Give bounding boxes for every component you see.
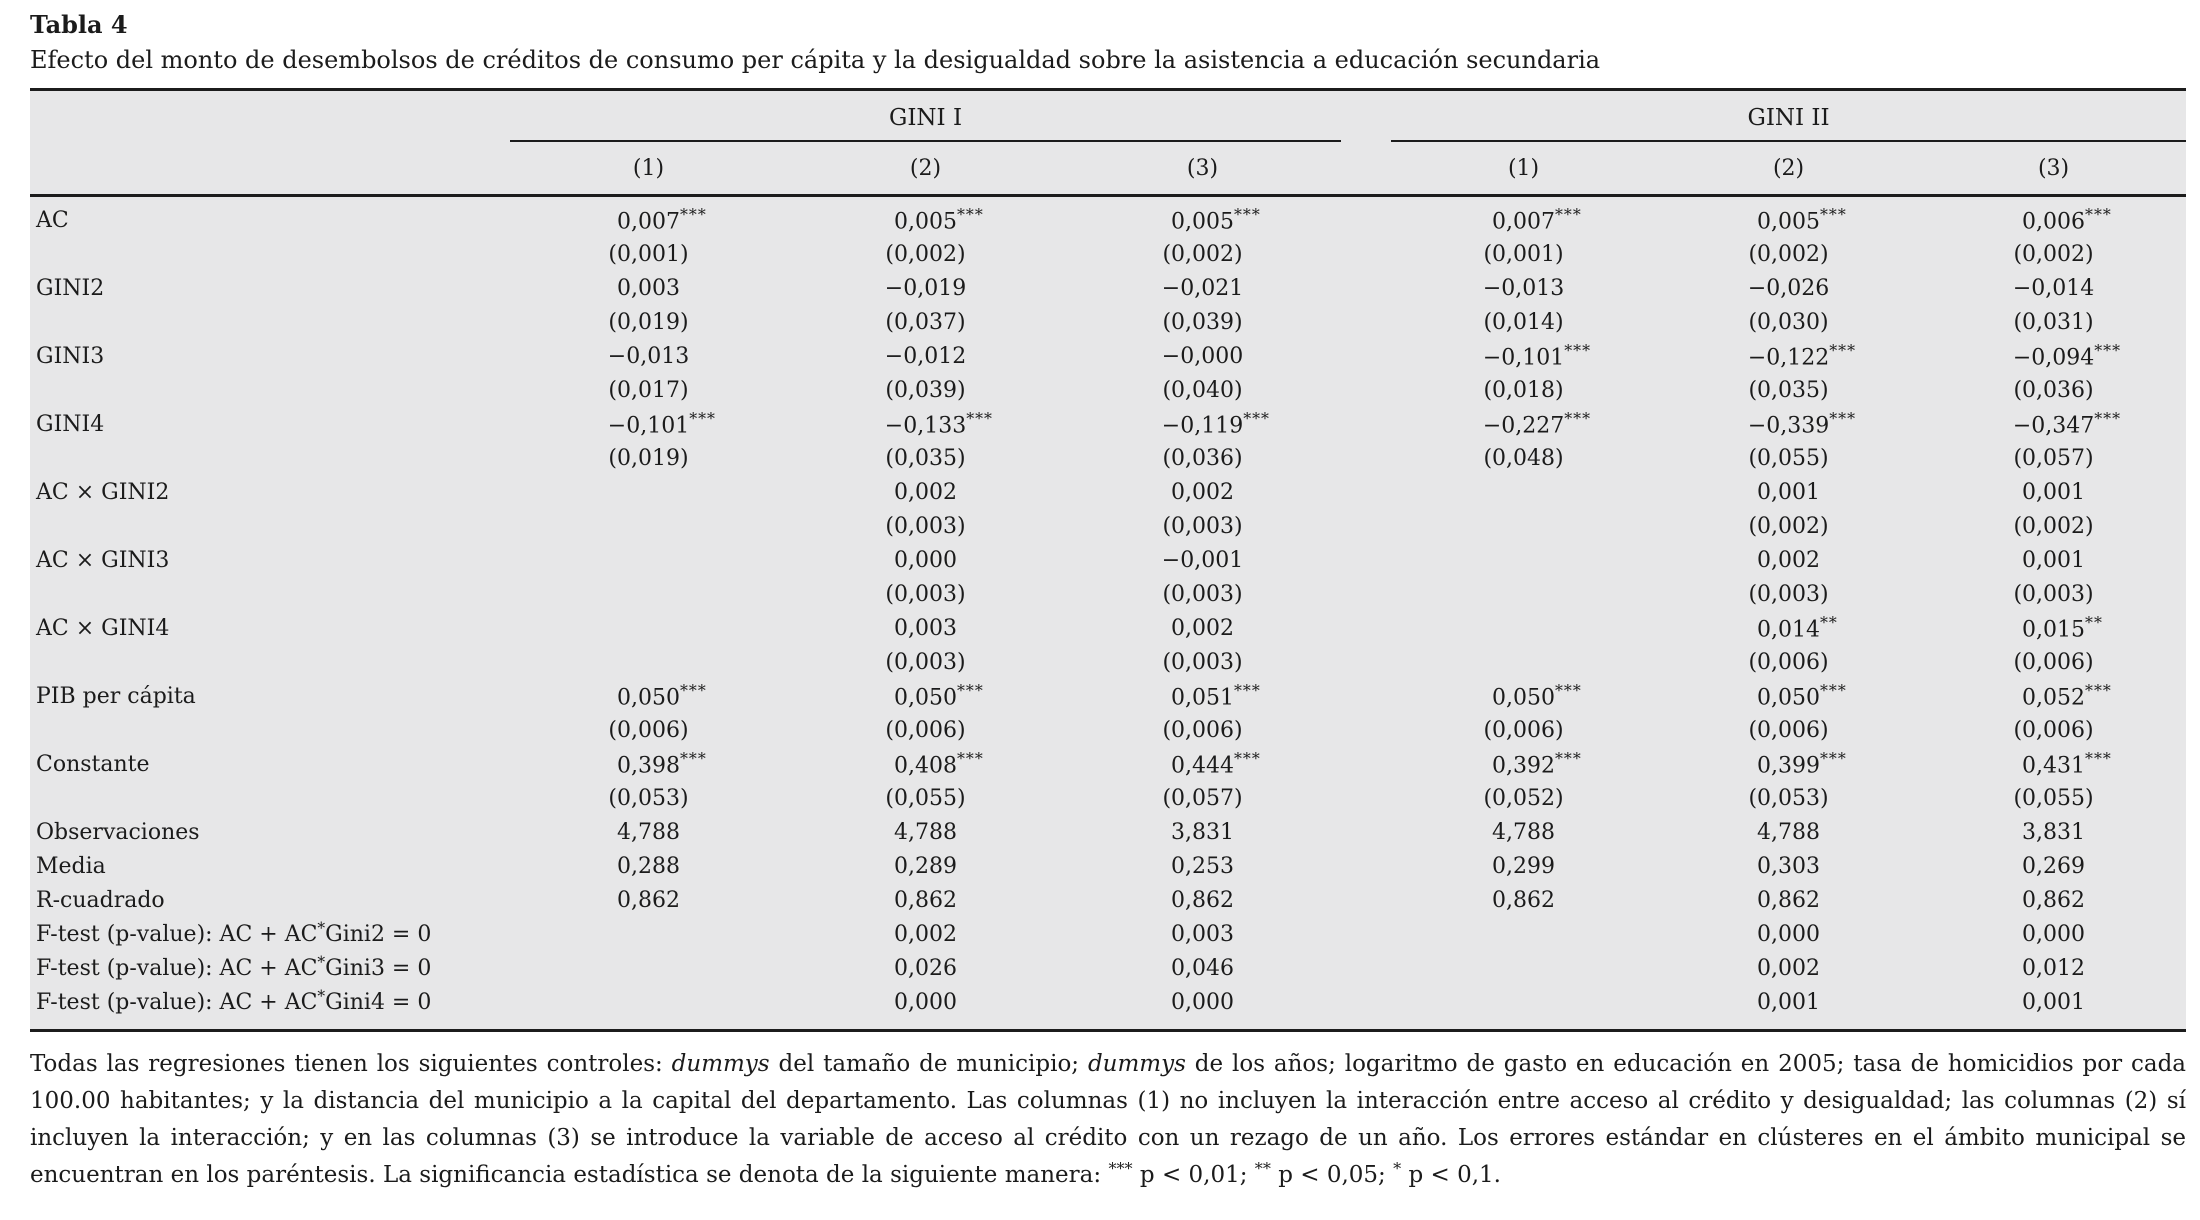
value-cell: (0,018) — [1483, 377, 1564, 403]
significance-asterisk: * — [317, 952, 326, 971]
value-cell: 0,002 — [894, 479, 957, 505]
value-cell: (0,052) — [1483, 785, 1564, 811]
column-gap — [1341, 713, 1391, 747]
value-cell: 0,862 — [894, 887, 957, 913]
value-cell: 4,788 — [1492, 819, 1556, 845]
table-row — [30, 196, 2186, 238]
column-gap — [1341, 849, 1391, 883]
regression-table — [30, 88, 2186, 1032]
value-cell: −0,347*** — [2012, 409, 2121, 439]
significance-asterisk: * — [317, 986, 326, 1005]
value-cell: (0,002) — [1748, 241, 1829, 267]
value-cell: 0,253 — [1171, 853, 1234, 879]
value-cell: (0,002) — [1748, 513, 1829, 539]
value-cell — [1391, 577, 1656, 611]
value-cell: (0,040) — [1162, 377, 1243, 403]
value-cell: 0,431*** — [2022, 749, 2112, 779]
value-cell: −0,101*** — [607, 409, 716, 439]
value-cell: (0,006) — [608, 717, 689, 743]
row-label — [30, 373, 510, 407]
value-cell: 0,398*** — [617, 749, 707, 779]
value-cell: 0,000 — [894, 989, 957, 1015]
value-cell: (0,003) — [2013, 581, 2094, 607]
value-cell: 4,788 — [1757, 819, 1821, 845]
column-gap — [1341, 407, 1391, 441]
table-row — [30, 577, 2186, 611]
value-cell: 0,005*** — [1171, 205, 1261, 235]
value-cell: 0,005*** — [1757, 205, 1847, 235]
value-cell: (0,002) — [2013, 241, 2094, 267]
value-cell — [1391, 543, 1656, 577]
value-cell: 0,026 — [894, 955, 957, 981]
value-cell: −0,001 — [1161, 547, 1244, 573]
value-cell: 0,392*** — [1492, 749, 1582, 779]
value-cell: (0,048) — [1483, 445, 1564, 471]
value-cell: (0,006) — [2013, 649, 2094, 675]
value-cell: (0,014) — [1483, 309, 1564, 335]
row-label: GINI4 — [36, 411, 105, 437]
value-cell: (0,006) — [1483, 717, 1564, 743]
value-cell — [510, 577, 787, 611]
label-column-header — [30, 90, 510, 142]
value-cell: 0,051*** — [1171, 681, 1261, 711]
row-label: Constante — [36, 751, 150, 777]
value-cell: (0,055) — [885, 785, 966, 811]
value-cell: −0,094*** — [2012, 341, 2121, 371]
row-label: Media — [36, 853, 106, 879]
table-row — [30, 917, 2186, 951]
column-gap — [1341, 985, 1391, 1031]
value-cell: 0,444*** — [1171, 749, 1261, 779]
significance-asterisk: * — [1393, 1158, 1402, 1178]
value-cell — [1391, 645, 1656, 679]
value-cell: −0,019 — [884, 275, 967, 301]
row-label — [30, 237, 510, 271]
row-label — [30, 509, 510, 543]
table-row — [30, 237, 2186, 271]
column-gap — [1341, 441, 1391, 475]
value-cell — [1391, 985, 1656, 1031]
column-gap — [1341, 339, 1391, 373]
value-cell — [1391, 509, 1656, 543]
table-row — [30, 543, 2186, 577]
value-cell: (0,039) — [1162, 309, 1243, 335]
column-gap — [1341, 90, 1391, 142]
column-gap — [1341, 305, 1391, 339]
value-cell — [510, 611, 787, 645]
column-gap — [1341, 645, 1391, 679]
value-cell: 0,408*** — [894, 749, 984, 779]
table-caption: Efecto del monto de desembolsos de créditos de consumo per cápita y la desigualdad sobre la asistencia a educación secundaria — [30, 46, 1601, 74]
table-row — [30, 849, 2186, 883]
row-label: AC × GINI3 — [36, 547, 170, 573]
value-cell: −0,133*** — [884, 409, 993, 439]
value-cell: (0,001) — [1483, 241, 1564, 267]
value-cell: 0,001 — [1757, 989, 1821, 1015]
value-cell: 3,831 — [2022, 819, 2086, 845]
value-cell: 0,001 — [2022, 989, 2086, 1015]
table-row — [30, 747, 2186, 781]
row-label: R-cuadrado — [36, 887, 165, 913]
value-cell: 0,399*** — [1757, 749, 1847, 779]
column-header-row — [30, 141, 2186, 196]
value-cell: 0,001 — [2022, 547, 2086, 573]
table-row — [30, 407, 2186, 441]
column-gap — [1341, 196, 1391, 238]
value-cell: (0,003) — [885, 581, 966, 607]
value-cell: (0,055) — [2013, 785, 2094, 811]
value-cell — [1391, 917, 1656, 951]
value-cell: 0,862 — [617, 887, 680, 913]
value-cell: 0,000 — [1171, 989, 1234, 1015]
value-cell: 0,050*** — [894, 681, 984, 711]
value-cell: −0,013 — [1482, 275, 1565, 301]
value-cell — [510, 509, 787, 543]
value-cell: (0,036) — [2013, 377, 2094, 403]
value-cell: (0,003) — [885, 649, 966, 675]
value-cell: (0,057) — [2013, 445, 2094, 471]
row-label — [30, 713, 510, 747]
value-cell — [510, 475, 787, 509]
value-cell: 0,001 — [2022, 479, 2086, 505]
table-row — [30, 373, 2186, 407]
group-header-gini-i: GINI I — [510, 90, 1341, 142]
significance-asterisk: *** — [1108, 1158, 1133, 1178]
table-row — [30, 713, 2186, 747]
significance-asterisk: ** — [1254, 1158, 1271, 1178]
table-row — [30, 679, 2186, 713]
value-cell: (0,006) — [1748, 717, 1829, 743]
table-row — [30, 781, 2186, 815]
label-column-header — [30, 141, 510, 196]
column-gap — [1341, 781, 1391, 815]
column-gap — [1341, 237, 1391, 271]
table-row — [30, 985, 2186, 1031]
column-gap — [1341, 679, 1391, 713]
value-cell — [1391, 951, 1656, 985]
column-gap — [1341, 271, 1391, 305]
row-label — [30, 645, 510, 679]
group-header-gini-ii: GINI II — [1391, 90, 2186, 142]
table-row — [30, 441, 2186, 475]
value-cell: (0,035) — [1748, 377, 1829, 403]
value-cell: (0,003) — [885, 513, 966, 539]
value-cell: (0,057) — [1162, 785, 1243, 811]
col-header: (2) — [1656, 141, 1921, 196]
value-cell — [510, 645, 787, 679]
table-row — [30, 509, 2186, 543]
row-label — [30, 781, 510, 815]
table-row — [30, 339, 2186, 373]
value-cell: −0,026 — [1747, 275, 1830, 301]
value-cell: 0,001 — [1757, 479, 1821, 505]
value-cell: 0,862 — [2022, 887, 2086, 913]
value-cell: (0,006) — [885, 717, 966, 743]
column-gap — [1341, 373, 1391, 407]
value-cell: 0,000 — [894, 547, 957, 573]
value-cell: (0,019) — [608, 445, 689, 471]
col-header: (1) — [1391, 141, 1656, 196]
italic-term: dummys — [1087, 1051, 1186, 1077]
col-header: (3) — [1921, 141, 2186, 196]
column-gap — [1341, 475, 1391, 509]
column-gap — [1341, 883, 1391, 917]
value-cell: (0,030) — [1748, 309, 1829, 335]
value-cell: 0,002 — [1757, 955, 1821, 981]
value-cell: 0,269 — [2022, 853, 2086, 879]
value-cell: −0,101*** — [1482, 341, 1591, 371]
value-cell: 0,006*** — [2022, 205, 2112, 235]
col-header: (2) — [787, 141, 1064, 196]
value-cell: (0,019) — [608, 309, 689, 335]
value-cell: 0,050*** — [617, 681, 707, 711]
value-cell — [1391, 611, 1656, 645]
value-cell: (0,003) — [1162, 649, 1243, 675]
value-cell: (0,002) — [2013, 513, 2094, 539]
value-cell: 0,862 — [1492, 887, 1556, 913]
value-cell: (0,006) — [1748, 649, 1829, 675]
value-cell — [510, 985, 787, 1031]
value-cell: (0,035) — [885, 445, 966, 471]
value-cell: −0,122*** — [1747, 341, 1856, 371]
row-label: F-test (p-value): AC + AC*Gini2 = 0 — [36, 918, 432, 947]
col-header: (3) — [1064, 141, 1341, 196]
table-row — [30, 645, 2186, 679]
value-cell: 0,003 — [617, 275, 680, 301]
value-cell: 0,000 — [1757, 921, 1821, 947]
column-gap — [1341, 611, 1391, 645]
row-label — [30, 441, 510, 475]
value-cell: −0,000 — [1161, 343, 1244, 369]
group-header-row — [30, 90, 2186, 142]
value-cell: (0,003) — [1748, 581, 1829, 607]
column-gap — [1341, 577, 1391, 611]
value-cell: 0,015** — [2022, 613, 2103, 643]
value-cell: 3,831 — [1171, 819, 1234, 845]
value-cell: (0,036) — [1162, 445, 1243, 471]
column-gap — [1341, 815, 1391, 849]
column-gap — [1341, 747, 1391, 781]
row-label — [30, 577, 510, 611]
value-cell: (0,055) — [1748, 445, 1829, 471]
value-cell — [510, 951, 787, 985]
column-gap — [1341, 141, 1391, 196]
value-cell: 0,007*** — [1492, 205, 1582, 235]
table-number-title: Tabla 4 — [30, 10, 128, 39]
value-cell: 0,014** — [1757, 613, 1838, 643]
row-label — [30, 305, 510, 339]
col-header: (1) — [510, 141, 787, 196]
value-cell: 0,005*** — [894, 205, 984, 235]
value-cell — [510, 917, 787, 951]
value-cell: (0,003) — [1162, 513, 1243, 539]
value-cell: (0,006) — [2013, 717, 2094, 743]
value-cell: −0,119*** — [1161, 409, 1270, 439]
footnote: Todas las regresiones tienen los siguientes controles: dummys del tamaño de municipio; dummys de los años; logaritmo de gasto en educación en 2005; tasa de homicidios por cada 100.00 habitantes; y la distancia del municipio a la capital del departamento. Las columnas (1) no incluyen la interacción entre acceso al crédito y desigualdad; las columnas (2) sí incluyen la interacción; y en las columnas (3) se introduce la variable de acceso al crédito con un rezago de un año. Los errores estándar en clústeres en el ámbito municipal se encuentran en los paréntesis. La significancia estadística se denota de la siguiente manera: *** p < 0,01; ** p < 0,05; * p < 0,1. — [30, 1051, 2187, 1188]
value-cell: −0,339*** — [1747, 409, 1856, 439]
value-cell: 0,050*** — [1757, 681, 1847, 711]
value-cell: 0,050*** — [1492, 681, 1582, 711]
row-label: F-test (p-value): AC + AC*Gini4 = 0 — [36, 986, 432, 1015]
value-cell: 0,046 — [1171, 955, 1234, 981]
table-row — [30, 271, 2186, 305]
value-cell: 0,299 — [1492, 853, 1556, 879]
row-label: GINI3 — [36, 343, 105, 369]
value-cell: −0,227*** — [1482, 409, 1591, 439]
value-cell: 0,002 — [1171, 615, 1234, 641]
row-label: AC — [36, 207, 69, 233]
value-cell: (0,039) — [885, 377, 966, 403]
italic-term: dummys — [671, 1051, 770, 1077]
table-body — [30, 196, 2186, 1031]
row-label: Observaciones — [36, 819, 200, 845]
table-row — [30, 883, 2186, 917]
value-cell: 0,002 — [1171, 479, 1234, 505]
value-cell: (0,002) — [1162, 241, 1243, 267]
value-cell: (0,001) — [608, 241, 689, 267]
value-cell: −0,013 — [607, 343, 690, 369]
value-cell: (0,053) — [1748, 785, 1829, 811]
column-gap — [1341, 917, 1391, 951]
table-row — [30, 951, 2186, 985]
column-gap — [1341, 509, 1391, 543]
value-cell — [1391, 475, 1656, 509]
value-cell: 0,002 — [1757, 547, 1821, 573]
value-cell: 0,288 — [617, 853, 680, 879]
value-cell: 0,289 — [894, 853, 957, 879]
value-cell: 0,012 — [2022, 955, 2086, 981]
value-cell: 0,000 — [2022, 921, 2086, 947]
value-cell: (0,031) — [2013, 309, 2094, 335]
row-label: GINI2 — [36, 275, 105, 301]
value-cell — [510, 543, 787, 577]
column-gap — [1341, 951, 1391, 985]
table-row — [30, 611, 2186, 645]
row-label: PIB per cápita — [36, 683, 196, 709]
value-cell: (0,017) — [608, 377, 689, 403]
value-cell: 4,788 — [617, 819, 680, 845]
value-cell: 0,003 — [1171, 921, 1234, 947]
table-row — [30, 815, 2186, 849]
row-label: F-test (p-value): AC + AC*Gini3 = 0 — [36, 952, 432, 981]
value-cell: −0,021 — [1161, 275, 1244, 301]
value-cell: 0,862 — [1757, 887, 1821, 913]
value-cell: 0,002 — [894, 921, 957, 947]
significance-asterisk: * — [317, 918, 326, 937]
value-cell: −0,014 — [2012, 275, 2095, 301]
value-cell: (0,006) — [1162, 717, 1243, 743]
value-cell: 0,303 — [1757, 853, 1821, 879]
table-row — [30, 305, 2186, 339]
value-cell: 0,052*** — [2022, 681, 2112, 711]
value-cell: (0,037) — [885, 309, 966, 335]
row-label: AC × GINI2 — [36, 479, 170, 505]
value-cell: (0,053) — [608, 785, 689, 811]
value-cell: −0,012 — [884, 343, 967, 369]
value-cell: 4,788 — [894, 819, 957, 845]
table-row — [30, 475, 2186, 509]
column-gap — [1341, 543, 1391, 577]
value-cell: (0,003) — [1162, 581, 1243, 607]
value-cell: 0,003 — [894, 615, 957, 641]
value-cell: 0,007*** — [617, 205, 707, 235]
value-cell: (0,002) — [885, 241, 966, 267]
row-label: AC × GINI4 — [36, 615, 170, 641]
value-cell: 0,862 — [1171, 887, 1234, 913]
